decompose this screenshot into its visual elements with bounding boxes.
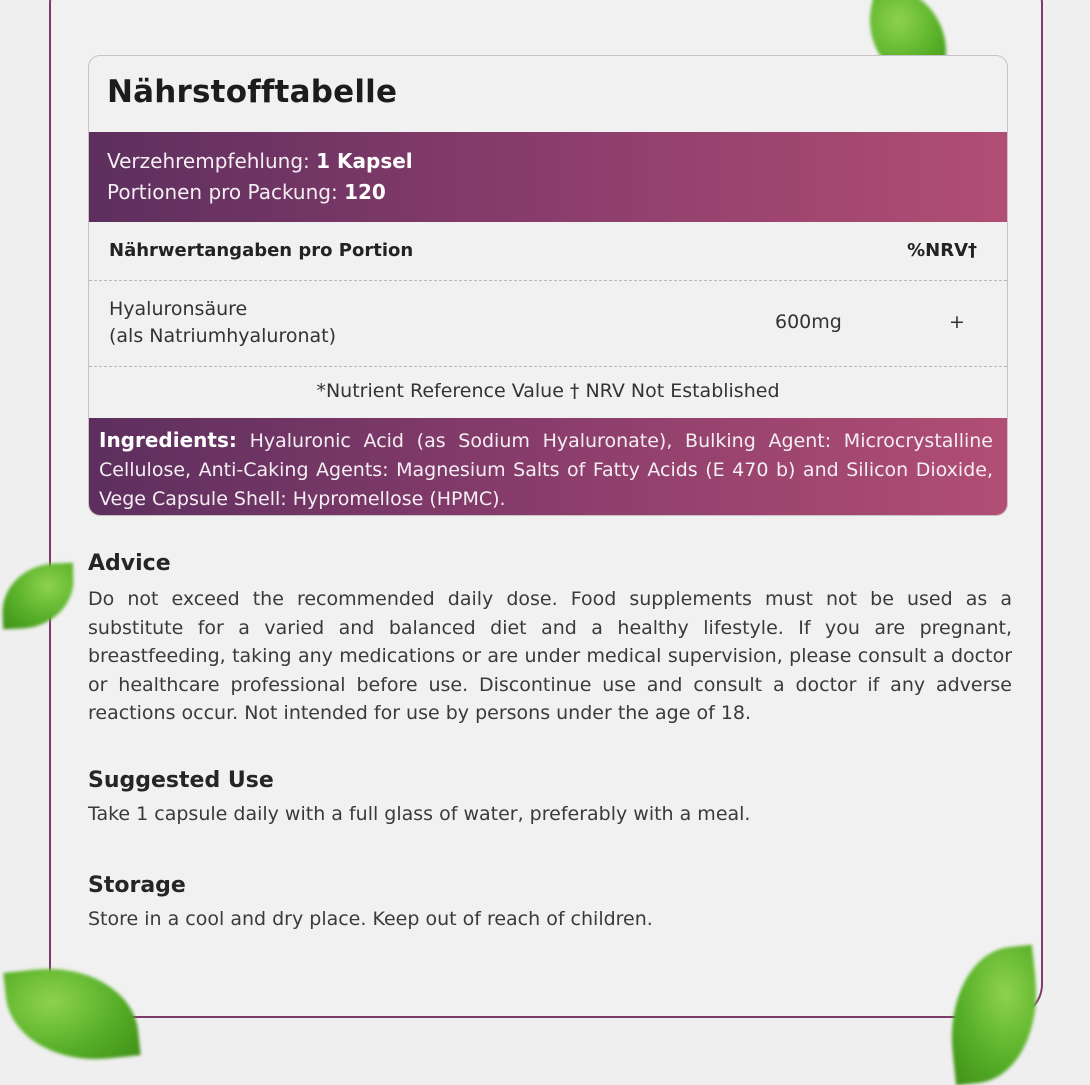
serving-dose	[107, 146, 1007, 177]
nutrient-nrv: +	[949, 311, 965, 333]
nutrient-name-secondary: (als Natriumhyaluronat)	[109, 325, 337, 347]
serving-dose-label: Verzehrempfehlung:	[107, 149, 310, 173]
advice-text: Do not exceed the recommended daily dose. Food supplements must not be used as a substitute for a varied and balanced diet and a healthy lifestyle. If you are pregnant, breastfeeding, taking any medications or are under medical supervision, please consult a doctor or healthcare professional before use. Discontinue use and consult a doctor if any adverse reactions occur. Not intended for use by persons under the age of 18.	[88, 588, 1012, 724]
serving-info-band	[89, 132, 1007, 222]
storage-section	[88, 873, 1012, 930]
ingredients-band	[89, 418, 1007, 516]
servings-per-pack	[107, 177, 1007, 208]
suggested-use-section	[88, 768, 1012, 825]
nutrient-name-primary: Hyaluronsäure	[109, 298, 248, 320]
advice-title: Advice	[88, 551, 171, 576]
table-header-nrv: %NRV†	[907, 240, 977, 261]
table-divider	[89, 366, 1007, 367]
nutrition-panel	[88, 55, 1008, 516]
servings-per-pack-value: 120	[344, 180, 386, 204]
serving-dose-value: 1 Kapsel	[316, 149, 413, 173]
servings-per-pack-label: Portionen pro Packung:	[107, 180, 338, 204]
ingredients-label: Ingredients:	[99, 428, 237, 452]
nutrient-amount: 600mg	[775, 311, 842, 333]
table-divider	[89, 280, 1007, 281]
table-header-row	[89, 222, 1007, 280]
storage-text: Store in a cool and dry place. Keep out of reach of children.	[88, 908, 653, 930]
nutrient-name	[109, 296, 336, 350]
suggested-use-text: Take 1 capsule daily with a full glass of water, preferably with a meal.	[88, 803, 751, 825]
table-header-label: Nährwertangaben pro Portion	[109, 240, 414, 261]
nrv-footnote: *Nutrient Reference Value † NRV Not Established	[316, 380, 780, 402]
panel-title: Nährstofftabelle	[107, 74, 398, 110]
suggested-use-title: Suggested Use	[88, 768, 274, 793]
storage-title: Storage	[88, 873, 186, 898]
advice-section	[88, 551, 1012, 728]
ingredients-text: Hyaluronic Acid (as Sodium Hyaluronate), Bulking Agent: Microcrystalline Cellulose, Anti-Caking Agents: Magnesium Salts of Fatty Acids (E 470 b) and Silicon Dioxide, Vege Capsule Shell: Hypromellose (HPMC).	[99, 430, 993, 510]
